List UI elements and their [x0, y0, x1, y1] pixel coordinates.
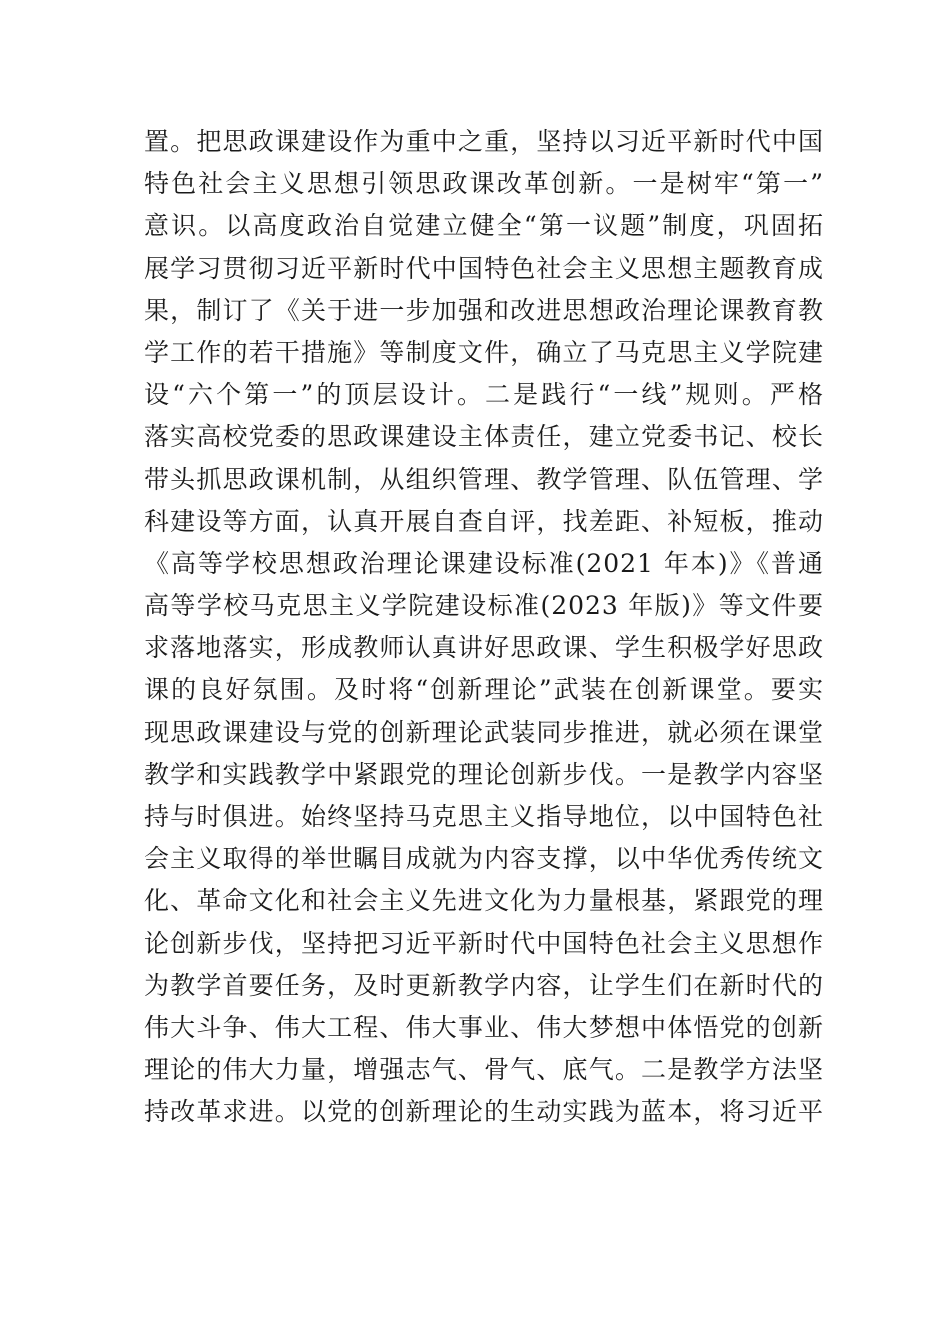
- text-line: 理论的伟大力量，增强志气、骨气、底气。二是教学方法坚: [144, 1055, 824, 1085]
- text-line: 带头抓思政课机制，从组织管理、教学管理、队伍管理、学: [144, 464, 824, 494]
- text-line: 意识。以高度政治自觉建立健全“第一议题”制度，巩固拓: [144, 211, 824, 241]
- text-line: 果，制订了《关于进一步加强和改进思想政治理论课教育教: [144, 295, 824, 325]
- text-line: 教学和实践教学中紧跟党的理论创新步伐。一是教学内容坚: [144, 759, 824, 789]
- text-line: 为教学首要任务，及时更新教学内容，让学生们在新时代的: [144, 970, 824, 1000]
- text-line: 高等学校马克思主义学院建设标准(2023 年版)》等文件要: [144, 591, 824, 621]
- text-line: 学工作的若干措施》等制度文件，确立了马克思主义学院建: [144, 337, 824, 367]
- text-line: 展学习贯彻习近平新时代中国特色社会主义思想主题教育成: [144, 253, 824, 283]
- text-line: 求落地落实，形成教师认真讲好思政课、学生积极学好思政: [144, 633, 824, 663]
- text-line: 特色社会主义思想引领思政课改革创新。一是树牢“第一”: [144, 169, 824, 199]
- body-text: [144, 121, 824, 1134]
- text-line: 论创新步伐，坚持把习近平新时代中国特色社会主义思想作: [144, 928, 824, 958]
- text-line: 化、革命文化和社会主义先进文化为力量根基，紧跟党的理: [144, 886, 824, 916]
- text-line: 课的良好氛围。及时将“创新理论”武装在创新课堂。要实: [144, 675, 824, 705]
- text-line: 持与时俱进。始终坚持马克思主义指导地位，以中国特色社: [144, 802, 824, 831]
- text-line: 现思政课建设与党的创新理论武装同步推进，就必须在课堂: [144, 717, 824, 747]
- text-line: 落实高校党委的思政课建设主体责任，建立党委书记、校长: [144, 422, 824, 452]
- text-line: 持改革求进。以党的创新理论的生动实践为蓝本，将习近平: [144, 1097, 824, 1127]
- text-line: 科建设等方面，认真开展自查自评，找差距、补短板，推动: [144, 506, 824, 536]
- text-line: 置。把思政课建设作为重中之重，坚持以习近平新时代中国: [144, 127, 824, 156]
- text-line: 设“六个第一”的顶层设计。二是践行“一线”规则。严格: [144, 380, 824, 410]
- text-line: 《高等学校思想政治理论课建设标准(2021 年本)》《普通: [144, 548, 824, 578]
- text-line: 会主义取得的举世瞩目成就为内容支撑，以中华优秀传统文: [144, 844, 824, 874]
- text-line: 伟大斗争、伟大工程、伟大事业、伟大梦想中体悟党的创新: [144, 1012, 824, 1042]
